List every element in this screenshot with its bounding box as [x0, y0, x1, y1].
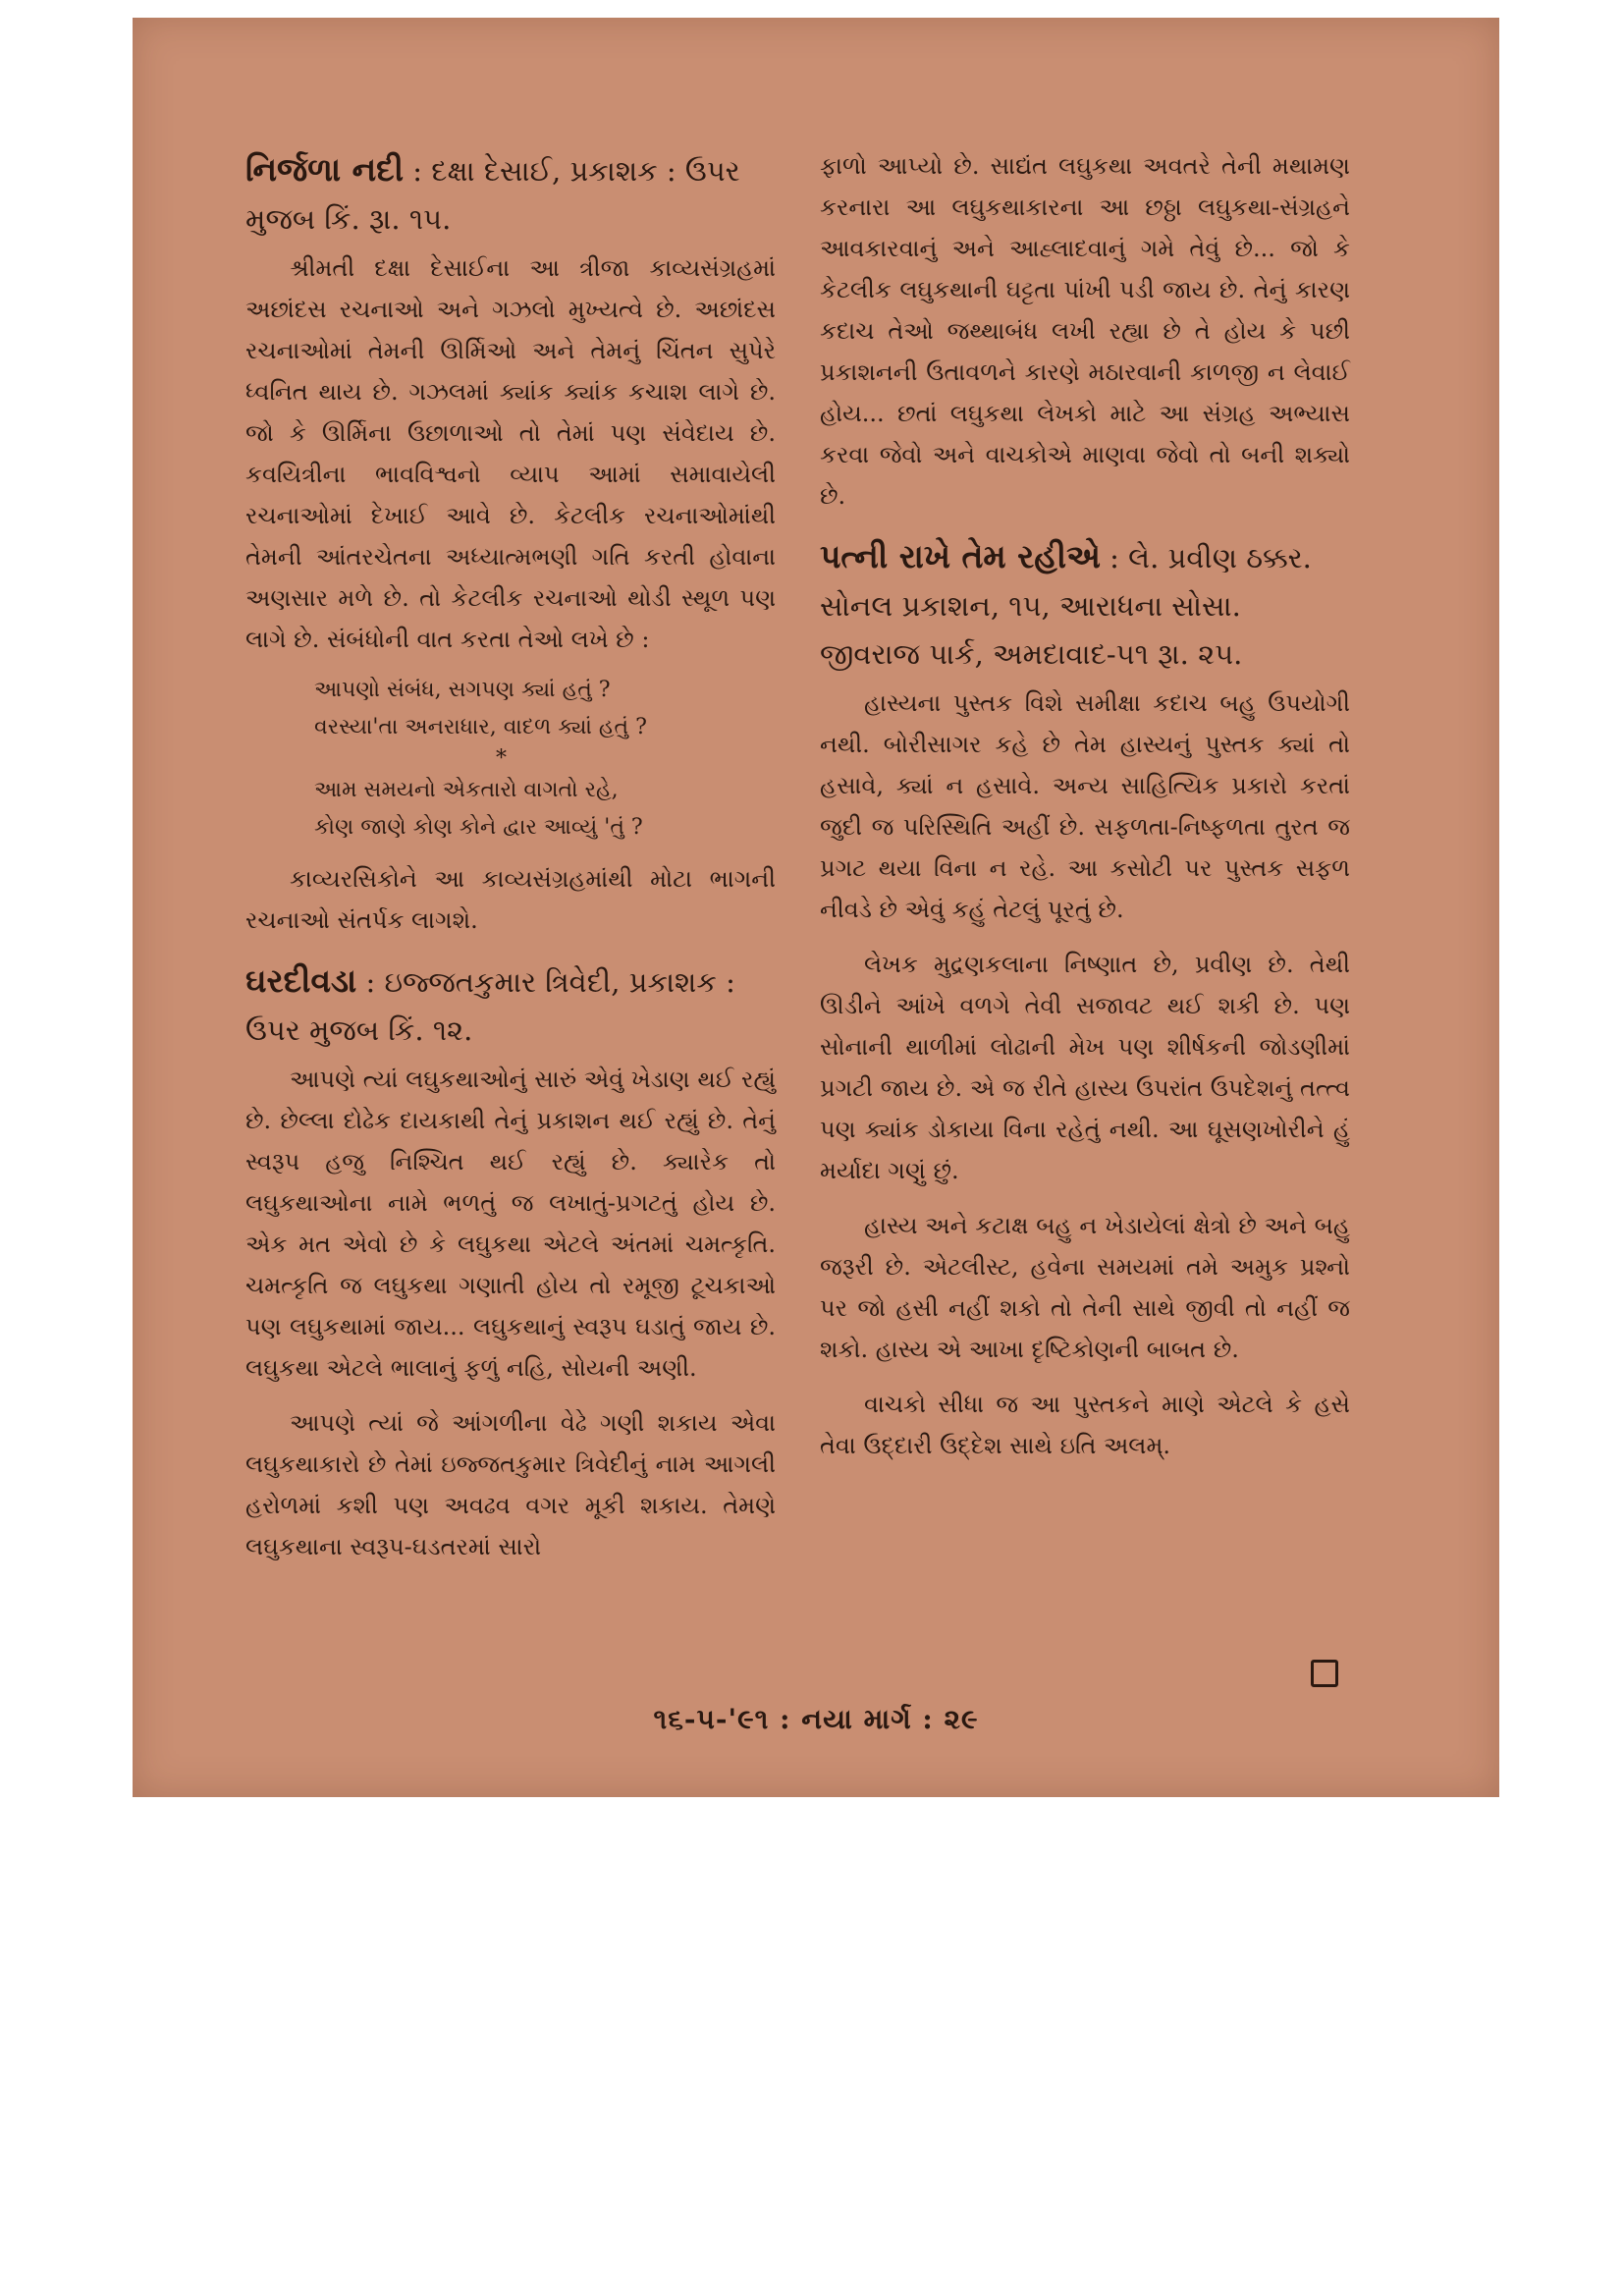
poem-line: આપણો સંબંધ, સગપણ ક્યાં હતું ?	[314, 678, 611, 702]
review-paragraph: શ્રીમતી દક્ષા દેસાઈના આ ત્રીજા કાવ્યસંગ્રહમાં અછાંદસ રચનાઓ અને ગઝલો મુખ્યત્વે છે. અછાંદસ રચનાઓમાં તેમની ઊર્મિઓ અને તેમનું ચિંતન સુપેરે ધ્વનિત થાય છે. ગઝલમાં ક્યાંક ક્યાંક કચાશ લાગે છે. જો કે ઊર્મિના ઉછાળાઓ તો તેમાં પણ સંવેદાય છે. કવયિત્રીના ભાવવિશ્વનો વ્યાપ આમાં સમાવાયેલી રચનાઓમાં દેખાઈ આવે છે. કેટલીક રચનાઓમાંથી તેમની આંતરચેતના અધ્યાત્મભણી ગતિ કરતી હોવાના અણસાર મળે છે. તો કેટલીક રચનાઓ થોડી સ્થૂળ પણ લાગે છે. સંબંધોની વાત કરતા તેઓ લખે છે :	[245, 254, 776, 653]
poem-quote	[314, 672, 776, 847]
book-meta: : ઇજ્જતકુમાર ત્રિવેદી, પ્રકાશક : ઉપર મુજબ કિં. ૧૨.	[245, 965, 735, 1047]
review-paragraph: આપણે ત્યાં લઘુકથાઓનું સારું એવું ખેડાણ થઈ રહ્યું છે. છેલ્લા દોઢેક દાયકાથી તેનું પ્રકાશન થઈ રહ્યું છે. તેનું સ્વરૂપ હજુ નિશ્ચિત થઈ રહ્યું છે. ક્યારેક તો લઘુકથાઓના નામે ભળતું જ લખાતું-પ્રગટતું હોય છે. એક મત એવો છે કે લઘુકથા એટલે અંતમાં ચમત્કૃતિ. ચમત્કૃતિ જ લઘુકથા ગણાતી હોય તો રમૂજી ટૂચકાઓ પણ લઘુકથામાં જાય... લઘુકથાનું સ્વરૂપ ઘડાતું જાય છે. લઘુકથા એટલે ભાલાનું ફળું નહિ, સોયની અણી.	[245, 1066, 776, 1382]
review-heading-gharadivada	[245, 957, 776, 1055]
review-paragraph: કાવ્યરસિકોને આ કાવ્યસંગ્રહમાંથી મોટા ભાગની રચનાઓ સંતર્પક લાગશે.	[245, 865, 776, 934]
review-paragraph: વાચકો સીધા જ આ પુસ્તકને માણે એટલે કે હસે તેવા ઉદ્દારી ઉદ્દેશ સાથે ઇતિ અલમ્.	[820, 1391, 1350, 1459]
poem-line: વરસ્યા'તા અનરાધાર, વાદળ ક્યાં હતું ?	[314, 715, 647, 739]
review-heading-nirjala-nadi	[245, 145, 776, 244]
review-paragraph: લેખક મુદ્રણકલાના નિષ્ણાત છે, પ્રવીણ છે. તેથી ઊડીને આંખે વળગે તેવી સજાવટ થઈ શકી છે. પણ સોનાની થાળીમાં લોઢાની મેખ પણ શીર્ષકની જોડણીમાં પ્રગટી જાય છે. એ જ રીતે હાસ્ય ઉપરાંત ઉપદેશનું તત્ત્વ પણ ક્યાંક ડોકાયા વિના રહેતું નથી. આ ઘૂસણખોરીને હું મર્યાદા ગણું છું.	[820, 951, 1350, 1184]
book-title: નિર્જળા નદી	[245, 150, 405, 189]
poem-line: આમ સમયનો એકતારો વાગતો રહે,	[314, 778, 619, 802]
continued-paragraph: ફાળો આપ્યો છે. સાદ્યંત લઘુકથા અવતરે તેની મથામણ કરનારા આ લઘુકથાકારના આ છઠ્ઠા લઘુકથા-સંગ્રહને આવકારવાનું અને આહ્લાદવાનું ગમે તેવું છે... જો કે કેટલીક લઘુકથાની ઘટ્ટતા પાંખી પડી જાય છે. તેનું કારણ કદાચ તેઓ જથ્થાબંધ લખી રહ્યા છે તે હોય કે પછી પ્રકાશનની ઉતાવળને કારણે મઠારવાની કાળજી ન લેવાઈ હોય... છતાં લઘુકથા લેખકો માટે આ સંગ્રહ અભ્યાસ કરવા જેવો અને વાચકોએ માણવા જેવો તો બની શક્યો છે.	[820, 152, 1350, 510]
page-footer: ૧૬-૫-'૯૧ : નયા માર્ગ : ૨૯	[653, 1703, 979, 1735]
poem-line: કોણ જાણે કોણ કોને દ્વાર આવ્યું 'તું ?	[314, 815, 643, 840]
review-paragraph: હાસ્યના પુસ્તક વિશે સમીક્ષા કદાચ બહુ ઉપયોગી નથી. બોરીસાગર કહે છે તેમ હાસ્યનું પુસ્તક ક્યાં તો હસાવે, ક્યાં ન હસાવે. અન્ય સાહિત્યિક પ્રકારો કરતાં જુદી જ પરિસ્થિતિ અહીં છે. સફળતા-નિષ્ફળતા તુરત જ પ્રગટ થયા વિના ન રહે. આ કસોટી પર પુસ્તક સફળ નીવડે છે એવું કહું તેટલું પૂરતું છે.	[820, 689, 1350, 923]
end-of-article-mark	[1311, 1660, 1338, 1687]
poem-separator: *	[496, 746, 507, 771]
book-title: પત્ની રાખે તેમ રહીએ	[820, 537, 1101, 575]
book-meta: : દક્ષા દેસાઈ, પ્રકાશક : ઉપર મુજબ કિં. રૂા. ૧૫.	[245, 154, 740, 236]
left-column	[245, 145, 776, 1567]
review-paragraph: હાસ્ય અને કટાક્ષ બહુ ન ખેડાયેલાં ક્ષેત્રો છે અને બહુ જરૂરી છે. એટલીસ્ટ, હવેના સમયમાં તમે અમુક પ્રશ્નો પર જો હસી નહીં શકો તો તેની સાથે જીવી તો નહીં જ શકો. હાસ્ય એ આખા દૃષ્ટિકોણની બાબત છે.	[820, 1212, 1350, 1363]
magazine-page	[133, 18, 1499, 1797]
review-heading-patni-rakhe	[820, 532, 1350, 679]
review-paragraph: આપણે ત્યાં જે આંગળીના વેઢે ગણી શકાય એવા લઘુકથાકારો છે તેમાં ઇજ્જતકુમાર ત્રિવેદીનું નામ આગલી હરોળમાં કશી પણ અવઢવ વગર મૂકી શકાય. તેમણે લઘુકથાના સ્વરૂપ-ઘડતરમાં સારો	[245, 1409, 776, 1560]
book-meta: : લે. પ્રવીણ ઠક્કર. સોનલ પ્રકાશન, ૧૫, આરાધના સોસા. જીવરાજ પાર્ક, અમદાવાદ-૫૧ રૂા. ૨૫.	[820, 541, 1312, 671]
book-title: ઘરદીવડા	[245, 961, 357, 1000]
right-column	[820, 145, 1350, 1466]
